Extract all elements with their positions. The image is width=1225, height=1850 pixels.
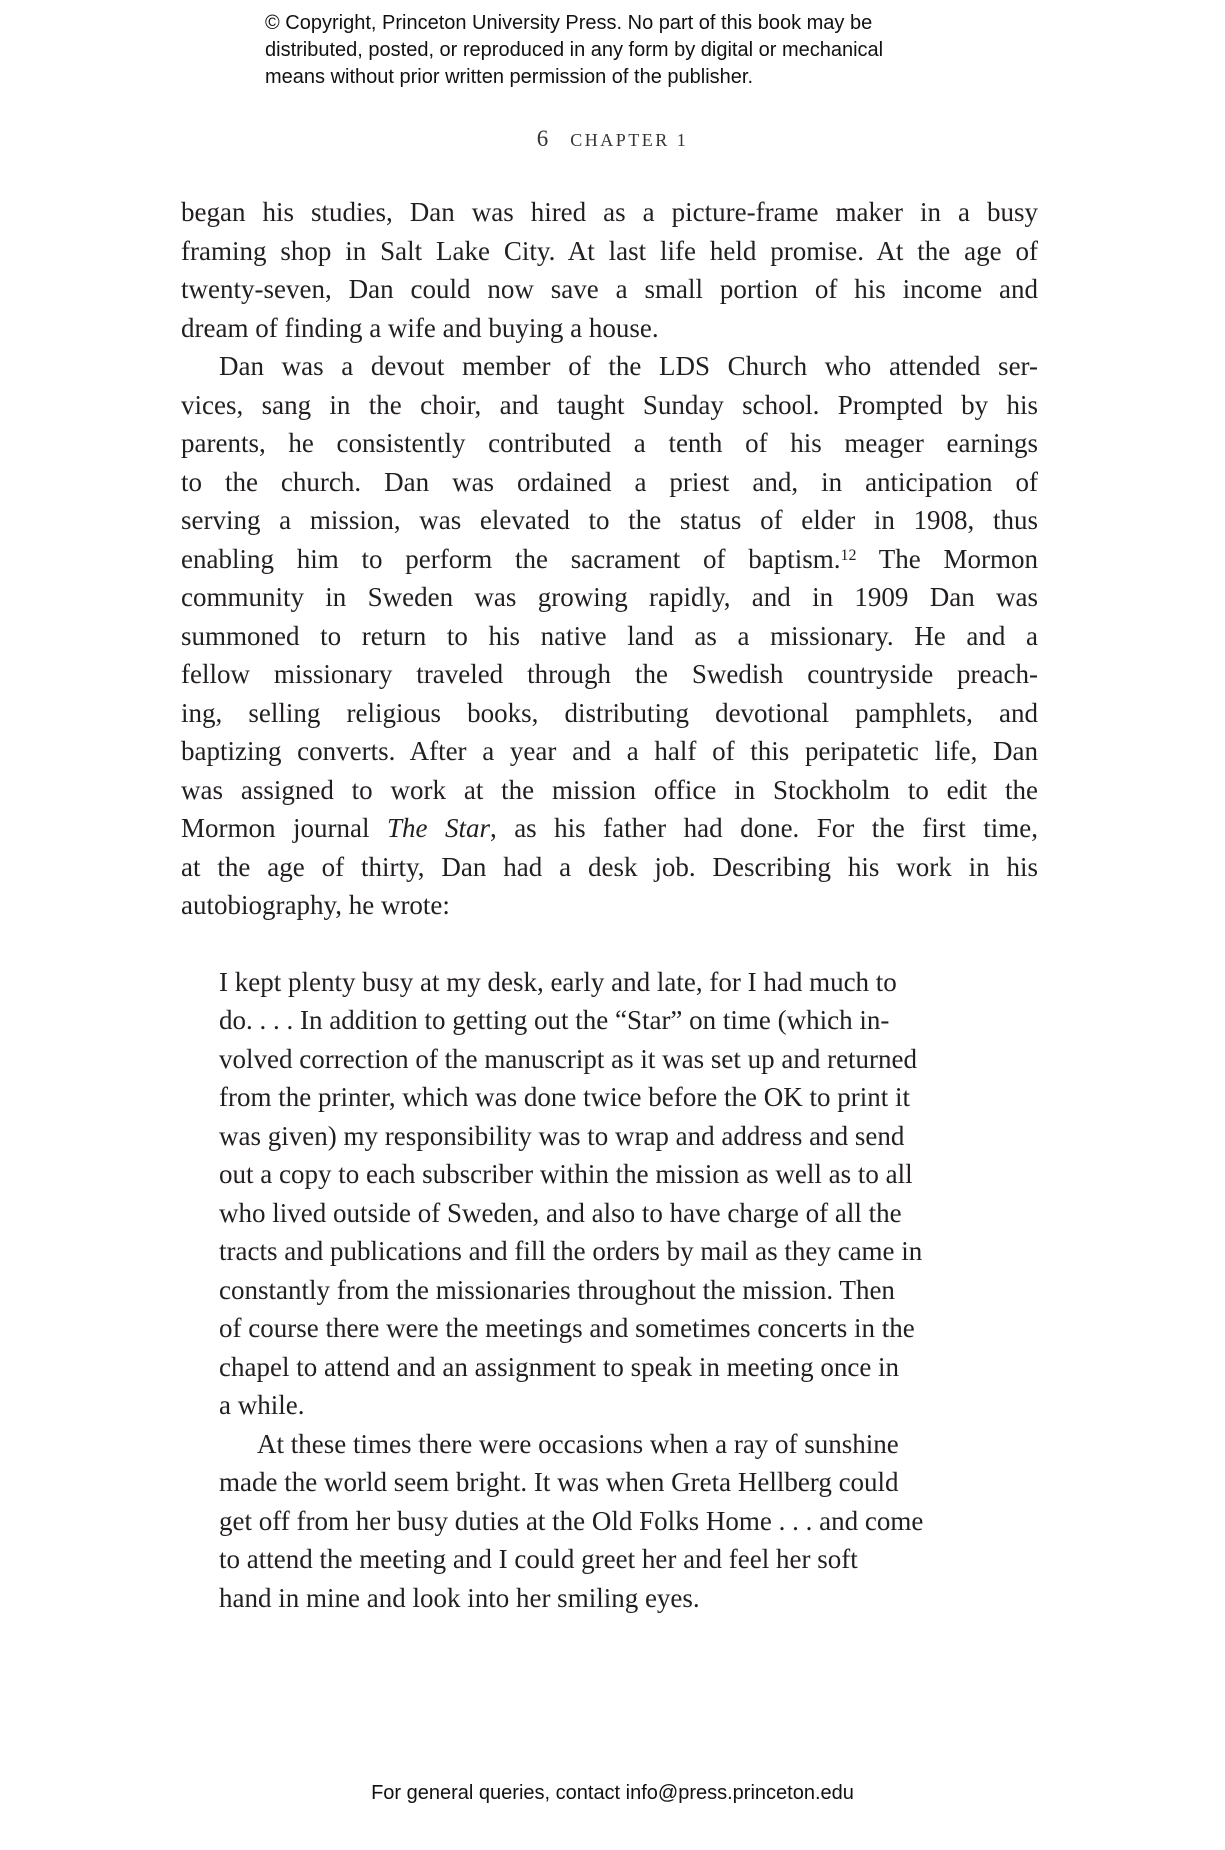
copyright-notice xyxy=(265,10,883,91)
text-line: summoned to return to his native land as a missionary. He and a xyxy=(181,620,1038,651)
text-line: out a copy to each subscriber within the mission as well as to all xyxy=(219,1159,913,1189)
running-head xyxy=(0,126,1225,152)
text-line: community in Sweden was growing rapidly, and in 1909 Dan was xyxy=(181,582,1038,612)
text-line: to the church. Dan was ordained a priest and, in anticipation of xyxy=(181,466,1038,497)
text-line: of course there were the meetings and sometimes concerts in the xyxy=(219,1313,915,1343)
text-line: from the printer, which was done twice before the OK to print it xyxy=(219,1082,910,1112)
text-segment: enabling him to perform the sacrament of baptism. xyxy=(181,543,841,574)
page-number: 6 xyxy=(536,126,549,151)
text-line: parents, he consistently contributed a tenth of his meager earnings xyxy=(181,428,1038,458)
text-line: made the world seem bright. It was when Greta Hellberg could xyxy=(219,1467,899,1497)
text-line: baptizing converts. After a year and a half of this peripatetic life, Dan xyxy=(181,736,1038,766)
paragraph xyxy=(219,963,1038,1425)
chapter-label: CHAPTER 1 xyxy=(570,130,689,150)
block-quote xyxy=(219,963,1038,1618)
text-line: twenty-seven, Dan could now save a small portion of his income and xyxy=(181,274,1038,304)
text-segment: , as his father had done. For the first time, xyxy=(489,813,1038,843)
text-line: chapel to attend and an assignment to speak in meeting once in xyxy=(219,1351,900,1382)
italic-title: The Star xyxy=(386,813,490,843)
text-line: I kept plenty busy at my desk, early and late, for I had much to xyxy=(219,966,897,997)
text-line: framing shop in Salt Lake City. At last life held promise. At the age of xyxy=(181,235,1038,266)
text-line: get off from her busy duties at the Old Folks Home . . . and come xyxy=(219,1505,924,1536)
text-line: volved correction of the manuscript as it was set up and returned xyxy=(219,1043,918,1074)
text-line: at the age of thirty, Dan had a desk job. Describing his work in his xyxy=(181,851,1038,882)
copyright-line: distributed, posted, or reproduced in any form by digital or mechanical xyxy=(265,39,884,61)
text-line: dream of finding a wife and buying a house. xyxy=(181,312,659,343)
paragraph xyxy=(219,1425,1038,1618)
text-line: ing, selling religious books, distributing devotional pamphlets, and xyxy=(181,697,1038,728)
text-line: vices, sang in the choir, and taught Sunday school. Prompted by his xyxy=(181,389,1038,420)
copyright-line: © Copyright, Princeton University Press. No part of this book may be xyxy=(265,12,873,34)
text-line: fellow missionary traveled through the Swedish countryside preach- xyxy=(181,659,1038,689)
text-line: to attend the meeting and I could greet her and feel her soft xyxy=(219,1544,858,1574)
text-line: was assigned to work at the mission office in Stockholm to edit the xyxy=(181,774,1038,805)
paragraph xyxy=(181,193,1038,347)
text-line xyxy=(181,809,1038,848)
text-line: serving a mission, was elevated to the status of elder in 1908, thus xyxy=(181,505,1038,535)
text-line: was given) my responsibility was to wrap and address and send xyxy=(219,1120,905,1151)
text-line: a while. xyxy=(219,1390,305,1420)
text-segment: The Mormon xyxy=(856,543,1038,574)
text-line: do. . . . In addition to getting out the “Star” on time (which in- xyxy=(219,1005,890,1035)
text-segment: Mormon journal xyxy=(181,813,387,843)
text-line: began his studies, Dan was hired as a picture-frame maker in a busy xyxy=(181,197,1038,227)
copyright-line: means without prior written permission of the publisher. xyxy=(265,66,754,88)
text-line: who lived outside of Sweden, and also to have charge of all the xyxy=(219,1197,902,1228)
text-line: constantly from the missionaries throughout the mission. Then xyxy=(219,1274,895,1305)
text-line: autobiography, he wrote: xyxy=(181,890,450,920)
text-line xyxy=(181,540,1038,579)
footer-contact: For general queries, contact info@press.princeton.edu xyxy=(371,1782,854,1804)
text-line: hand in mine and look into her smiling eyes. xyxy=(219,1582,700,1613)
text-line: Dan was a devout member of the LDS Church who attended ser- xyxy=(219,351,1038,381)
text-line: At these times there were occasions when a ray of sunshine xyxy=(257,1428,899,1459)
paragraph xyxy=(181,347,1038,925)
body-text xyxy=(181,193,1038,1617)
footnote-reference: 12 xyxy=(840,546,857,564)
text-line: tracts and publications and fill the orders by mail as they came in xyxy=(219,1236,923,1266)
body-paragraphs xyxy=(181,193,1038,925)
